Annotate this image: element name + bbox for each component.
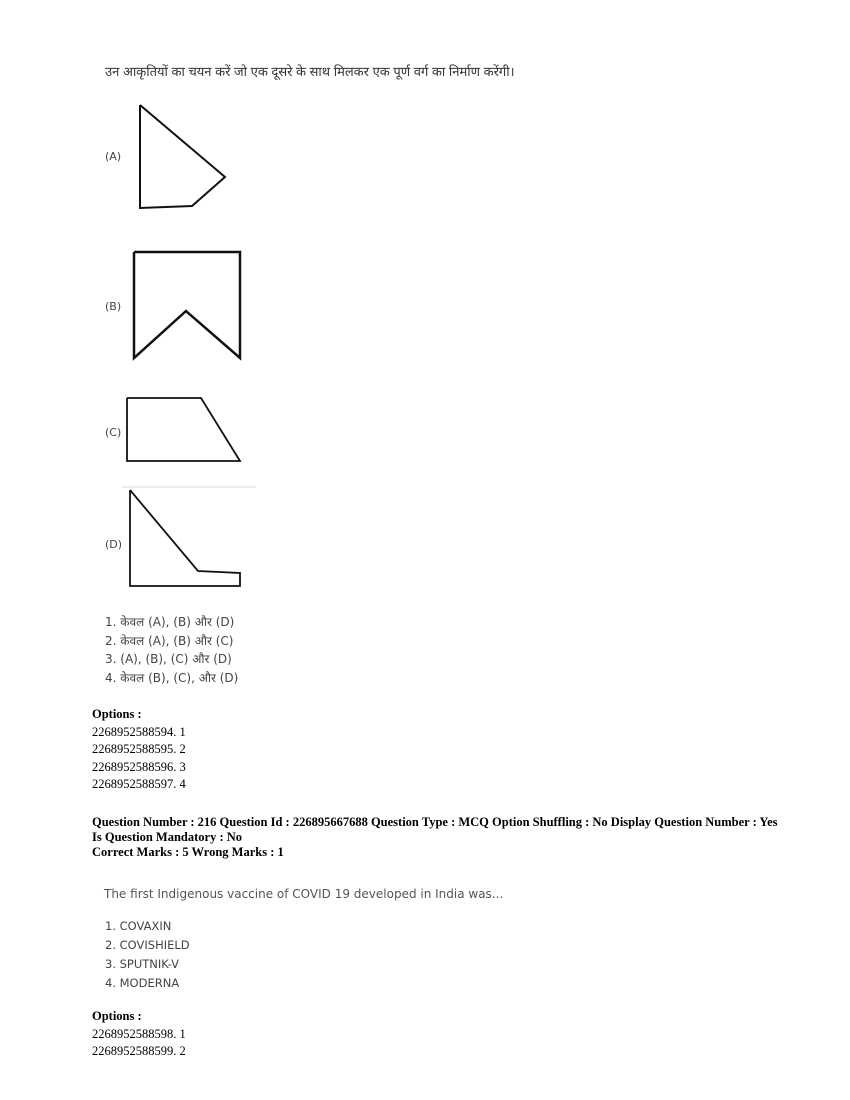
choice-4: 4. केवल (B), (C), और (D) <box>105 670 239 685</box>
figure-c-shape <box>120 390 250 470</box>
figure-label-b: (B) <box>105 300 122 313</box>
question-meta-line1: Question Number : 216 Question Id : 226895667688 Question Type : MCQ Option Shuffling : No Display Question Number : Yes Is Question Mandatory : No <box>92 815 778 844</box>
options-block <box>92 706 186 794</box>
question-text: उन आकृतियों का चयन करें जो एक दूसरे के साथ मिलकर एक पूर्ण वर्ग का निर्माण करेंगी। <box>105 64 515 79</box>
question-2-choices <box>105 917 190 993</box>
question-choices <box>105 613 238 687</box>
options-block-2 <box>92 1008 186 1061</box>
option-row: 2268952588594. 1 <box>92 724 186 739</box>
options-heading: Options : <box>92 707 142 721</box>
choice-1: 1. COVAXIN <box>105 919 172 933</box>
figure-label-c: (C) <box>105 426 122 439</box>
choice-2: 2. COVISHIELD <box>105 938 190 952</box>
choice-3: 3. (A), (B), (C) और (D) <box>105 652 232 666</box>
choice-3: 3. SPUTNIK-V <box>105 957 179 971</box>
option-row: 2268952588596. 3 <box>92 759 186 774</box>
question-meta-line2: Correct Marks : 5 Wrong Marks : 1 <box>92 845 284 859</box>
figure-d-shape <box>118 482 258 594</box>
choice-2: 2. केवल (A), (B) और (C) <box>105 633 234 648</box>
figure-b-shape <box>125 245 250 370</box>
figure-label-d: (D) <box>105 538 123 551</box>
options-heading: Options : <box>92 1009 142 1023</box>
figure-label-a: (A) <box>105 150 122 163</box>
option-row: 2268952588598. 1 <box>92 1026 186 1041</box>
option-row: 2268952588595. 2 <box>92 742 186 756</box>
question-2-text: The first Indigenous vaccine of COVID 19 developed in India was... <box>104 887 504 901</box>
figure-a-shape <box>130 100 240 215</box>
question-meta <box>92 815 782 860</box>
option-row: 2268952588599. 2 <box>92 1044 186 1058</box>
choice-4: 4. MODERNA <box>105 976 180 990</box>
option-row: 2268952588597. 4 <box>92 777 186 791</box>
choice-1: 1. केवल (A), (B) और (D) <box>105 615 235 629</box>
